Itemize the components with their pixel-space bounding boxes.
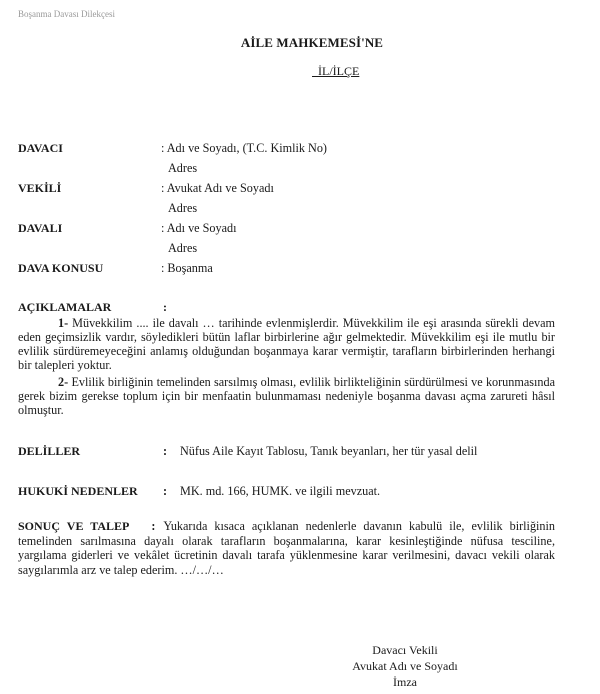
party-plaintiff xyxy=(18,139,588,157)
evidence-value: Nüfus Aile Kayıt Tablosu, Tanık beyanları, her tür yasal delil xyxy=(180,444,478,458)
document-header-note: Boşanma Davası Dilekçesi xyxy=(18,9,115,19)
explanation-paragraph-1 xyxy=(18,316,555,372)
legal-grounds-colon: : xyxy=(163,484,168,498)
result-label: SONUÇ VE TALEP xyxy=(18,519,130,533)
party-label: DAVA KONUSU xyxy=(18,261,104,275)
signature-block xyxy=(340,642,470,690)
party-value: : Adı ve Soyadı, (T.C. Kimlik No) xyxy=(161,141,327,155)
party-address: Adres xyxy=(168,161,198,175)
party-attorney-address xyxy=(18,199,588,217)
paragraph-text: Müvekkilim .... ile davalı … tarihinde evlenmişlerdir. Müvekkilim ile eşi arasında sürekli devam eden geçimsizlik vardır, söyledikleri bütün laflar birbirlerine ağır gelmektedir. Müvekkilim eşi ile mutlu bir evlilik sürdüremeyeceğini anlamış olduğundan boşanmaya karar vermiştir, tarafların birbirlerinden herhangi bir talepleri yoktur. xyxy=(18,316,555,372)
paragraph-number: 1- xyxy=(58,316,69,330)
party-value: : Boşanma xyxy=(161,261,213,275)
party-plaintiff-address xyxy=(18,159,588,177)
explanations-heading xyxy=(18,300,167,315)
party-defendant-address xyxy=(18,239,588,257)
party-value: : Avukat Adı ve Soyadı xyxy=(161,181,274,195)
party-value: : Adı ve Soyadı xyxy=(161,221,237,235)
signature-name: Avukat Adı ve Soyadı xyxy=(352,659,458,673)
result-paragraph xyxy=(18,519,555,577)
party-address: Adres xyxy=(168,241,198,255)
party-label: DAVACI xyxy=(18,141,63,155)
explanations-label: AÇIKLAMALAR xyxy=(18,300,112,314)
court-location: İL/İLÇE xyxy=(312,64,360,78)
party-attorney xyxy=(18,179,588,197)
explanation-paragraph-2 xyxy=(18,375,555,417)
party-label: VEKİLİ xyxy=(18,181,62,195)
legal-grounds-label: HUKUKİ NEDENLER xyxy=(18,484,138,498)
party-label: DAVALI xyxy=(18,221,63,235)
court-title: AİLE MAHKEMESİ'NE xyxy=(240,35,384,50)
explanations-colon: : xyxy=(163,300,167,314)
paragraph-text: Evlilik birliğinin temelinden sarsılmış olması, evlilik birlikteliğinin sürdürülmesi ve korunmasında gerek bizim gerekse toplum için bir menfaatin bulunmaması nedeniyle boşanma davası açma zarureti hâsıl olmuştur. xyxy=(18,375,555,417)
paragraph-number: 2- xyxy=(58,375,69,389)
evidence-colon: : xyxy=(163,444,168,458)
case-subject xyxy=(18,259,588,277)
signature-sign: İmza xyxy=(393,675,417,689)
result-text: Yukarıda kısaca açıklanan nedenlerle davanın kabulü ile, evlilik birliğinin temelinden sarılmasına dayalı olarak tarafların boşanmalarına, karar kesinleştiğinde nüfusa tesciline, yargılama giderleri ve vekâlet ücretinin davalı tarafa yüklenmesine karar verilmesini, davacı vekili olarak saygılarımla arz ve talep ederim. …/…/… xyxy=(18,519,555,577)
party-address: Adres xyxy=(168,201,198,215)
signature-role: Davacı Vekili xyxy=(372,643,438,657)
evidence-label: DELİLLER xyxy=(18,444,81,458)
party-defendant xyxy=(18,219,588,237)
legal-grounds-value: MK. md. 166, HUMK. ve ilgili mevzuat. xyxy=(180,484,381,498)
result-colon: : xyxy=(151,519,156,533)
